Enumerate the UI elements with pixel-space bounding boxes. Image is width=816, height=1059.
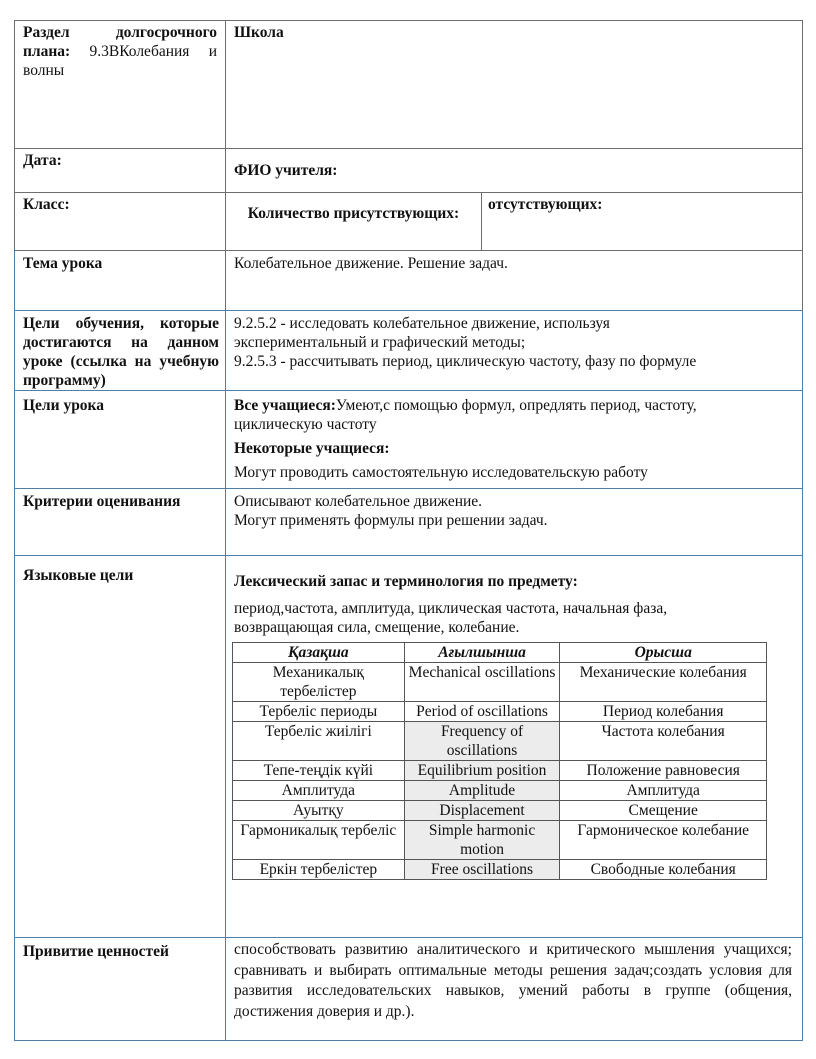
topic-value: Колебательное движение. Решение задач. (234, 255, 508, 272)
learning-goal-2: 9.2.5.3 - рассчитывать период, циклическую частоту, фазу по формуле (234, 353, 697, 370)
section-value: 9.3ВКолебания и волны (23, 43, 217, 79)
english-term: Mechanical oscillations (404, 663, 560, 702)
values-text: способствовать развитию аналитического и критического мышления учащихся; сравнивать и выбирать оптимальные методы решения задач;создать условия для развития исследовательских навыков, умений работы в группе (общения, достижения доверия и др.). (234, 941, 792, 1020)
some-students-text: Могут проводить самостоятельную исследовательскую работу (234, 464, 648, 481)
table-row (233, 722, 767, 761)
russian-term: Гармоническое колебание (560, 821, 767, 860)
criteria-label: Критерии оценивания (23, 493, 181, 510)
section-label-cell (14, 20, 226, 149)
table-row (233, 702, 767, 722)
school-cell (225, 20, 803, 149)
lesson-goals-label-cell (14, 390, 226, 489)
absent-cell (481, 192, 803, 251)
russian-term: Положение равновесия (560, 761, 767, 781)
topic-label: Тема урока (23, 255, 103, 272)
english-term: Frequency of oscillations (404, 722, 560, 761)
section-label-bold: Раздел долгосрочного плана: (23, 24, 217, 60)
topic-value-cell (225, 250, 803, 311)
table-row (233, 860, 767, 880)
kazakh-term: Амплитуда (233, 781, 405, 801)
english-term: Equilibrium position (404, 761, 560, 781)
kazakh-term: Тербеліс жиілігі (233, 722, 405, 761)
school-label: Школа (234, 24, 284, 41)
teacher-cell (225, 148, 803, 193)
criteria-label-cell (14, 488, 226, 556)
english-term: Amplitude (404, 781, 560, 801)
kazakh-term: Ауытқу (233, 801, 405, 821)
class-label: Класс: (23, 196, 70, 213)
russian-term: Период колебания (560, 702, 767, 722)
table-row (233, 781, 767, 801)
kazakh-term: Механикалық тербелістер (233, 663, 405, 702)
section-label (23, 23, 217, 80)
learning-goals-value-cell (225, 310, 803, 391)
topic-label-cell (14, 250, 226, 311)
table-row (233, 821, 767, 860)
kazakh-term: Еркін тербелістер (233, 860, 405, 880)
absent-label: отсутствующих: (488, 196, 603, 213)
kazakh-term: Тепе-теңдік күйі (233, 761, 405, 781)
language-terms: период,частота, амплитуда, циклическая частота, начальная фаза, возвращающая сила, смещение, колебание. (234, 600, 668, 636)
values-label: Привитие ценностей (23, 943, 169, 960)
table-row (233, 761, 767, 781)
header-english: Ағылшынша (404, 643, 560, 663)
language-label-cell (14, 555, 226, 938)
values-label-cell (14, 937, 226, 1041)
lesson-goals-label: Цели урока (23, 397, 105, 414)
criteria-line-2: Могут применять формулы при решении задач. (234, 512, 548, 529)
all-students-label: Все учащиеся: (234, 397, 336, 414)
vocabulary-header-row (233, 643, 767, 663)
lesson-goals-value-cell (225, 390, 803, 489)
english-term: Displacement (404, 801, 560, 821)
present-cell (225, 192, 482, 251)
date-cell (14, 148, 226, 193)
criteria-line-1: Описывают колебательное движение. (234, 493, 483, 510)
header-russian: Орысша (560, 643, 767, 663)
russian-term: Частота колебания (560, 722, 767, 761)
all-students-text: Умеют,с помощью формул, опредлять период, частоту, циклическую частоту (234, 397, 697, 433)
all-students-goal (234, 396, 779, 434)
russian-term: Механические колебания (560, 663, 767, 702)
english-term: Free oscillations (404, 860, 560, 880)
russian-term: Амплитуда (560, 781, 767, 801)
learning-goals-label: Цели обучения, которые достигаются на данном уроке (ссылка на учебную программу) (23, 315, 219, 389)
learning-goals-label-cell (14, 310, 226, 391)
class-cell (14, 192, 226, 251)
criteria-value-cell (225, 488, 803, 556)
present-label: Количество присутствующих: (247, 205, 460, 222)
kazakh-term: Гармоникалық тербеліс (233, 821, 405, 860)
language-heading: Лексический запас и терминология по предмету: (234, 573, 578, 590)
russian-term: Свободные колебания (560, 860, 767, 880)
russian-term: Смещение (560, 801, 767, 821)
kazakh-term: Тербеліс периоды (233, 702, 405, 722)
some-students-label: Некоторые учащиеся: (234, 440, 390, 457)
learning-goal-1: 9.2.5.2 - исследовать колебательное движение, используя экспериментальный и графический методы; (234, 315, 610, 351)
english-term: Period of oscillations (404, 702, 560, 722)
english-term: Simple harmonic motion (404, 821, 560, 860)
table-row (233, 801, 767, 821)
date-label: Дата: (23, 152, 62, 169)
teacher-label: ФИО учителя: (234, 162, 338, 179)
values-value-cell (225, 937, 803, 1041)
vocabulary-table (232, 642, 767, 880)
header-kazakh: Қазақша (233, 643, 405, 663)
language-label: Языковые цели (23, 567, 134, 584)
table-row (233, 663, 767, 702)
